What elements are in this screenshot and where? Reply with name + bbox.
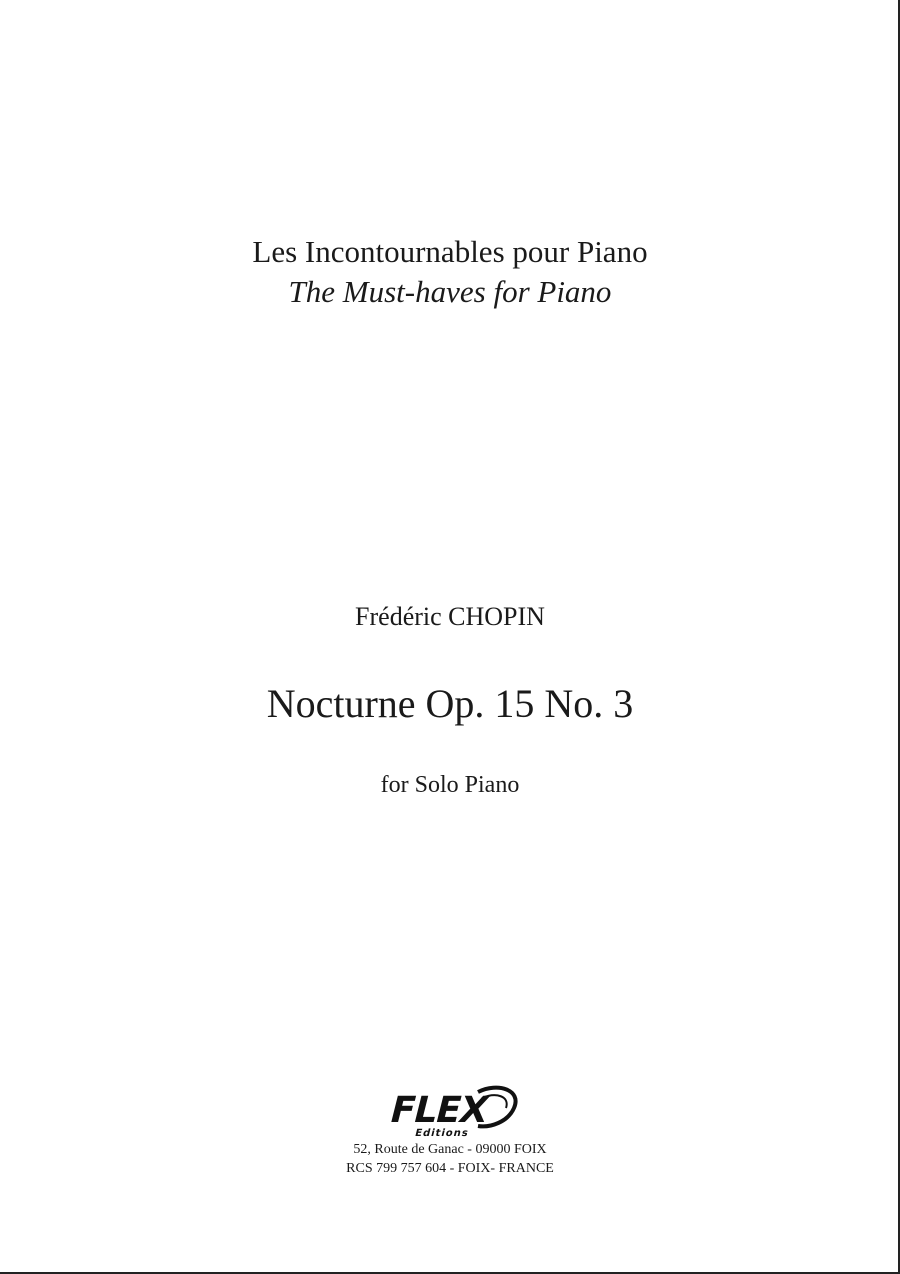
- publisher-registration: RCS 799 757 604 - FOIX- FRANCE: [346, 1161, 554, 1176]
- series-title-english: The Must-haves for Piano: [288, 274, 612, 309]
- svg-text:FLEX: FLEX: [385, 1088, 493, 1131]
- composer-name: Frédéric CHOPIN: [355, 602, 545, 631]
- publisher-address: 52, Route de Ganac - 09000 FOIX: [353, 1142, 547, 1157]
- work-title: Nocturne Op. 15 No. 3: [266, 681, 634, 726]
- flex-editions-logo: [382, 1082, 518, 1140]
- instrumentation: for Solo Piano: [380, 772, 520, 798]
- series-title-french: Les Incontournables pour Piano: [252, 234, 648, 269]
- svg-text:Editions: Editions: [413, 1128, 471, 1139]
